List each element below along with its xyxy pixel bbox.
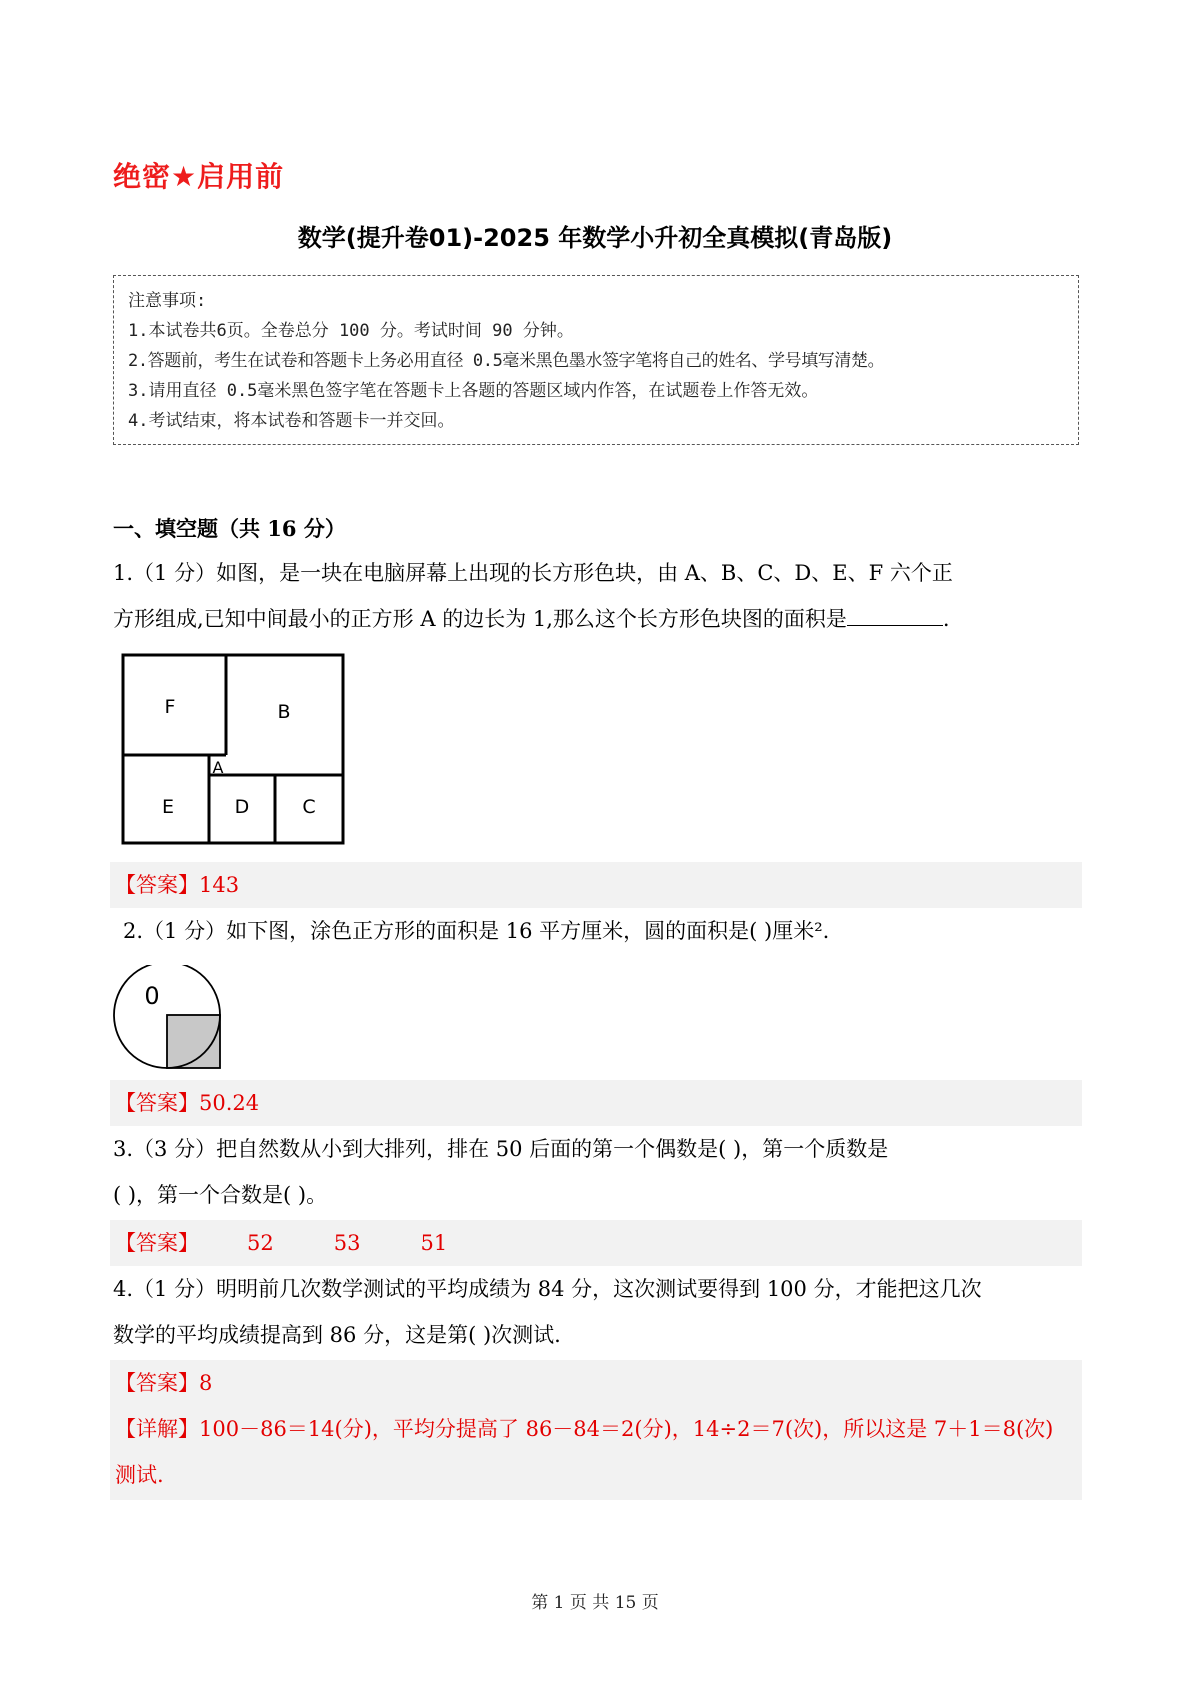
answer-box-4: [110, 1360, 1082, 1500]
answer-box-2: [110, 1080, 1082, 1126]
notice-heading: 注意事项:: [128, 291, 207, 311]
square-label-e: E: [161, 796, 175, 818]
page-title: 数学(提升卷01)-2025 年数学小升初全真模拟(青岛版): [297, 224, 893, 252]
detail-label: 【详解】: [115, 1417, 199, 1441]
answer-value: 50.24: [199, 1091, 260, 1115]
detail-line-2: 测试.: [115, 1463, 164, 1487]
question-4: [113, 1266, 1079, 1358]
answer-value: 53: [333, 1231, 361, 1255]
question-3: [113, 1126, 1079, 1218]
question-1-line-2: 方形组成,已知中间最小的正方形 A 的边长为 1,那么这个长方形色块图的面积是: [113, 607, 847, 631]
question-1-line-2-wrap: [113, 596, 1079, 642]
question-1-line-2-end: .: [942, 607, 950, 631]
circle-figure: [110, 965, 225, 1073]
answer-box-1: [110, 862, 1082, 908]
answer-line: [115, 1360, 1082, 1406]
question-1: [113, 550, 1079, 642]
notice-item: 4.考试结束，将本试卷和答题卡一并交回。: [128, 411, 455, 431]
answer-label: 【答案】: [115, 1371, 199, 1395]
square-label-c: C: [302, 796, 316, 818]
page-number: 第 1 页 共 15 页: [531, 1593, 659, 1613]
answer-label: 【答案】: [115, 873, 199, 897]
notice-item: 2.答题前，考生在试卷和答题卡上务必用直径 0.5毫米黑色墨水签字笔将自己的姓名、学号填写清楚。: [128, 351, 885, 371]
answer-label: 【答案】: [115, 1091, 199, 1115]
question-2: 2.（1 分）如下图，涂色正方形的面积是 16 平方厘米，圆的面积是( )厘米².: [123, 919, 830, 943]
answer-box-3: [110, 1220, 1082, 1266]
circle-center-label: 0: [144, 982, 160, 1010]
answer-value: 52: [247, 1231, 274, 1255]
squares-figure: [118, 652, 348, 848]
answer-blank: [847, 603, 943, 626]
detail-line: [115, 1406, 1082, 1452]
answer-label: 【答案】: [115, 1231, 199, 1255]
section-title: 一、填空题（共 16 分）: [113, 516, 346, 541]
square-label-d: D: [234, 796, 250, 818]
answer-value: 143: [199, 873, 240, 897]
question-3-line-2: ( )，第一个合数是( )。: [113, 1183, 328, 1207]
question-4-line-1: 4.（1 分）明明前几次数学测试的平均成绩为 84 分，这次测试要得到 100 分，才能把这几次: [113, 1277, 982, 1301]
answer-value: 51: [420, 1231, 448, 1255]
square-label-b: B: [277, 701, 291, 723]
question-1-line-1: 1.（1 分）如图，是一块在电脑屏幕上出现的长方形色块，由 A、B、C、D、E、F 六个正: [113, 561, 953, 585]
square-label-f: F: [164, 696, 176, 718]
detail-text: 100－86＝14(分)，平均分提高了 86－84＝2(分)，14÷2＝7(次)，所以这是 7＋1＝8(次): [199, 1417, 1054, 1441]
question-3-line-1: 3.（3 分）把自然数从小到大排列，排在 50 后面的第一个偶数是( )，第一个质数是: [113, 1137, 889, 1161]
square-label-a: A: [212, 758, 224, 777]
notice-box: [113, 275, 1079, 445]
answer-value: 8: [199, 1371, 213, 1395]
notice-item: 3.请用直径 0.5毫米黑色签字笔在答题卡上各题的答题区域内作答，在试题卷上作答无效。: [128, 381, 819, 401]
notice-item: 1.本试卷共6页。全卷总分 100 分。考试时间 90 分钟。: [128, 321, 574, 341]
question-4-line-2: 数学的平均成绩提高到 86 分，这是第( )次测试.: [113, 1323, 561, 1347]
secret-label: 绝密★启用前: [113, 160, 285, 193]
